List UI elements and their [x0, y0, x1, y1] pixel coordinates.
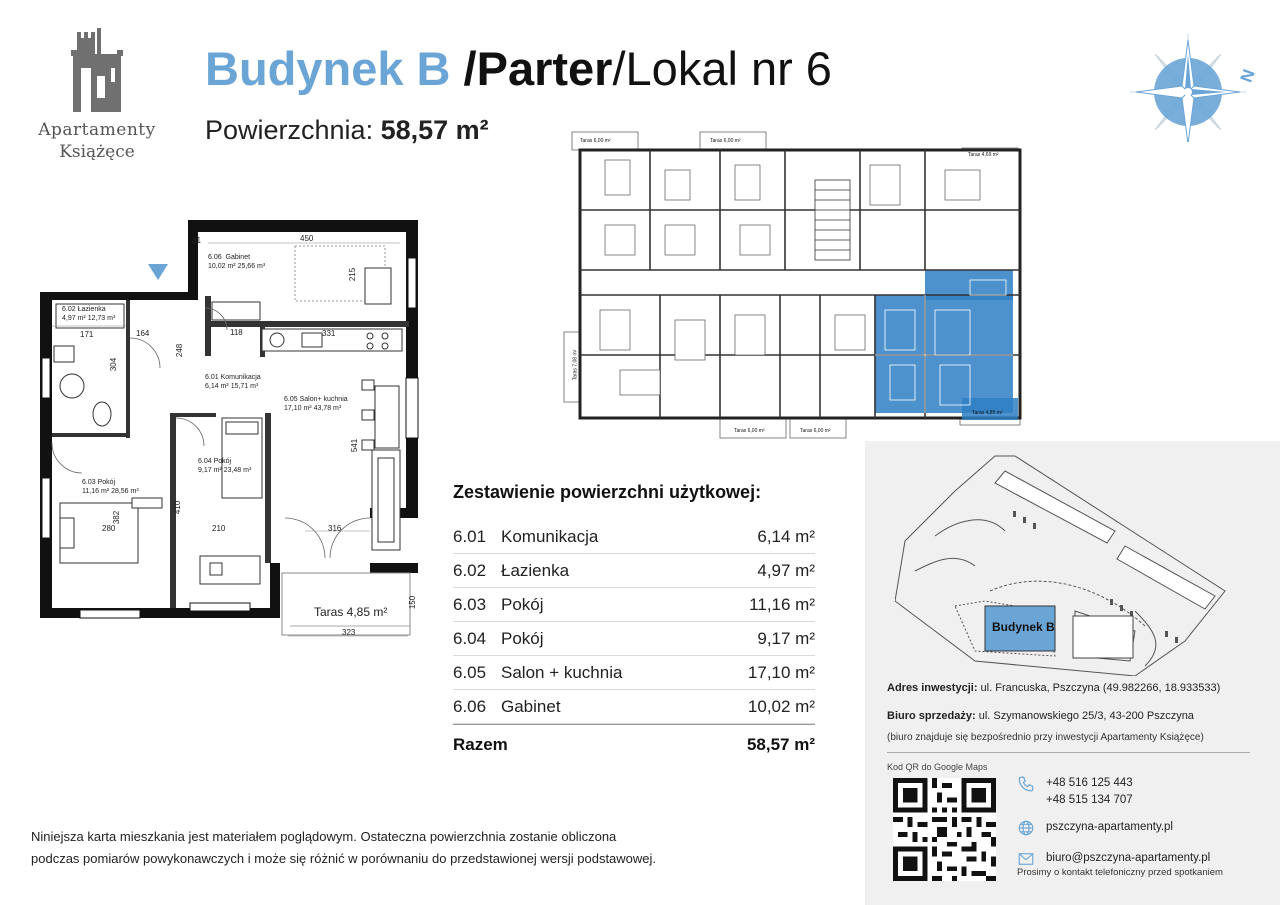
- contact-note: Prosimy o kontakt telefoniczny przed spotkaniem: [1017, 867, 1223, 878]
- contact-website: [1017, 819, 1210, 840]
- divider: [887, 752, 1250, 753]
- address-label: Adres inwestycji:: [887, 682, 978, 694]
- area-summary: [205, 115, 489, 146]
- terrace-label: Taras 4,69 m²: [968, 152, 999, 158]
- phone-number[interactable]: +48 516 125 443: [1046, 777, 1133, 789]
- title-building: Budynek B: [205, 42, 451, 95]
- room-6-06-label: 6.06 Gabinet 10,02 m² 25,66 m³: [208, 254, 266, 270]
- dim-label: 164: [136, 329, 150, 338]
- table-row: 6.01 Komunikacja 6,14 m²: [453, 520, 815, 554]
- area-value: 58,57 m²: [380, 115, 489, 145]
- office-label: Biuro sprzedaży:: [887, 709, 976, 722]
- brand-logo: [22, 24, 172, 162]
- room-6-01-label: 6.01 Komunikacja 6,14 m² 15,71 m³: [205, 374, 261, 390]
- title-floor: /Parter: [450, 42, 613, 95]
- page-title: [205, 42, 832, 95]
- table-row: 6.03 Pokój 11,16 m²: [453, 588, 815, 622]
- qr-code[interactable]: [893, 778, 996, 885]
- dim-label: 410: [173, 500, 183, 515]
- office-value: ul. Szymanowskiego 25/3, 43-200 Pszczyna: [978, 709, 1194, 722]
- phone-icon: [1017, 775, 1037, 796]
- contact-phone: [1017, 775, 1210, 809]
- area-summary-table: [453, 520, 815, 764]
- room-6-03-label: 6.03 Pokój 11,16 m² 28,56 m³: [82, 479, 139, 495]
- room-6-04-label: 6.04 Pokój 9,17 m² 23,48 m³: [198, 458, 252, 474]
- dim-label: 280: [102, 524, 116, 533]
- dim-label: 331: [322, 329, 336, 338]
- dim-label: 450: [300, 234, 314, 243]
- compass-rose-icon: [1128, 32, 1263, 146]
- terrace-label: Taras 6,00 m²: [800, 428, 831, 434]
- title-unit: /Lokal nr 6: [612, 42, 832, 95]
- phone-number[interactable]: +48 515 134 707: [1046, 794, 1133, 806]
- disclaimer: Niniejsza karta mieszkania jest materiałem poglądowym. Ostateczna powierzchnia zostanie obliczona podczas pomiarów powykonawczych i może się różnić w porównaniu do przedstawionej wersji podstawowej.: [31, 829, 657, 866]
- dim-label: 382: [112, 510, 122, 525]
- address-block: [887, 681, 1220, 745]
- room-6-05-label: 6.05 Salon+ kuchnia 17,10 m² 43,78 m³: [284, 396, 348, 412]
- email-link[interactable]: biuro@pszczyna-apartamenty.pl: [1046, 852, 1211, 864]
- north-label: N: [1236, 66, 1259, 85]
- castle-tower-icon: [67, 24, 127, 114]
- dim-label: 541: [350, 438, 360, 453]
- dim-label: 171: [80, 330, 94, 339]
- summary-title: Zestawienie powierzchni użytkowej:: [453, 482, 762, 502]
- qr-caption: Kod QR do Google Maps: [887, 762, 988, 772]
- terrace-label: Taras 7,08 m²: [572, 349, 579, 381]
- table-row: 6.04 Pokój 9,17 m²: [453, 622, 815, 656]
- terrace-label: Taras 4,85 m²: [314, 605, 388, 619]
- table-row: 6.05 Salon + kuchnia 17,10 m²: [453, 656, 815, 690]
- dim-label: 210: [212, 524, 226, 533]
- building-floor-plan: [560, 130, 1030, 440]
- dim-label: 118: [230, 328, 243, 337]
- site-building-label: Budynek B: [992, 620, 1055, 634]
- dim-label: 323: [342, 628, 356, 637]
- dim-label: 316: [328, 524, 342, 533]
- terrace-label: Taras 6,00 m²: [580, 138, 611, 144]
- room-6-02-label: 6.02 Łazienka 4,97 m² 12,73 m³: [62, 306, 116, 322]
- dim-label: 31: [192, 236, 201, 245]
- terrace-label: Taras 4,85 m²: [972, 410, 1003, 416]
- terrace-label: Taras 6,00 m²: [734, 428, 765, 434]
- office-note: (biuro znajduje się bezpośrednio przy inwestycji Apartamenty Książęce): [887, 731, 1204, 743]
- dim-label: 150: [408, 595, 418, 610]
- terrace-label: Taras 6,00 m²: [710, 138, 741, 144]
- logo-subname: Książęce: [59, 142, 135, 162]
- apartment-floor-plan: [40, 218, 430, 648]
- website-link[interactable]: pszczyna-apartamenty.pl: [1046, 821, 1173, 833]
- site-map: [895, 451, 1235, 680]
- dim-label: 215: [348, 267, 358, 282]
- contact-list: [1017, 775, 1210, 881]
- info-panel: [865, 441, 1280, 905]
- address-value: ul. Francuska, Pszczyna (49.982266, 18.933533): [980, 682, 1221, 694]
- dim-label: 304: [109, 357, 119, 372]
- table-row: 6.06 Gabinet 10,02 m²: [453, 690, 815, 724]
- dim-label: 248: [175, 343, 185, 358]
- table-row: 6.02 Łazienka 4,97 m²: [453, 554, 815, 588]
- area-label: Powierzchnia:: [205, 115, 374, 145]
- logo-name: Apartamenty: [38, 120, 156, 140]
- table-total-row: Razem 58,57 m²: [453, 724, 815, 764]
- globe-icon: [1017, 819, 1037, 840]
